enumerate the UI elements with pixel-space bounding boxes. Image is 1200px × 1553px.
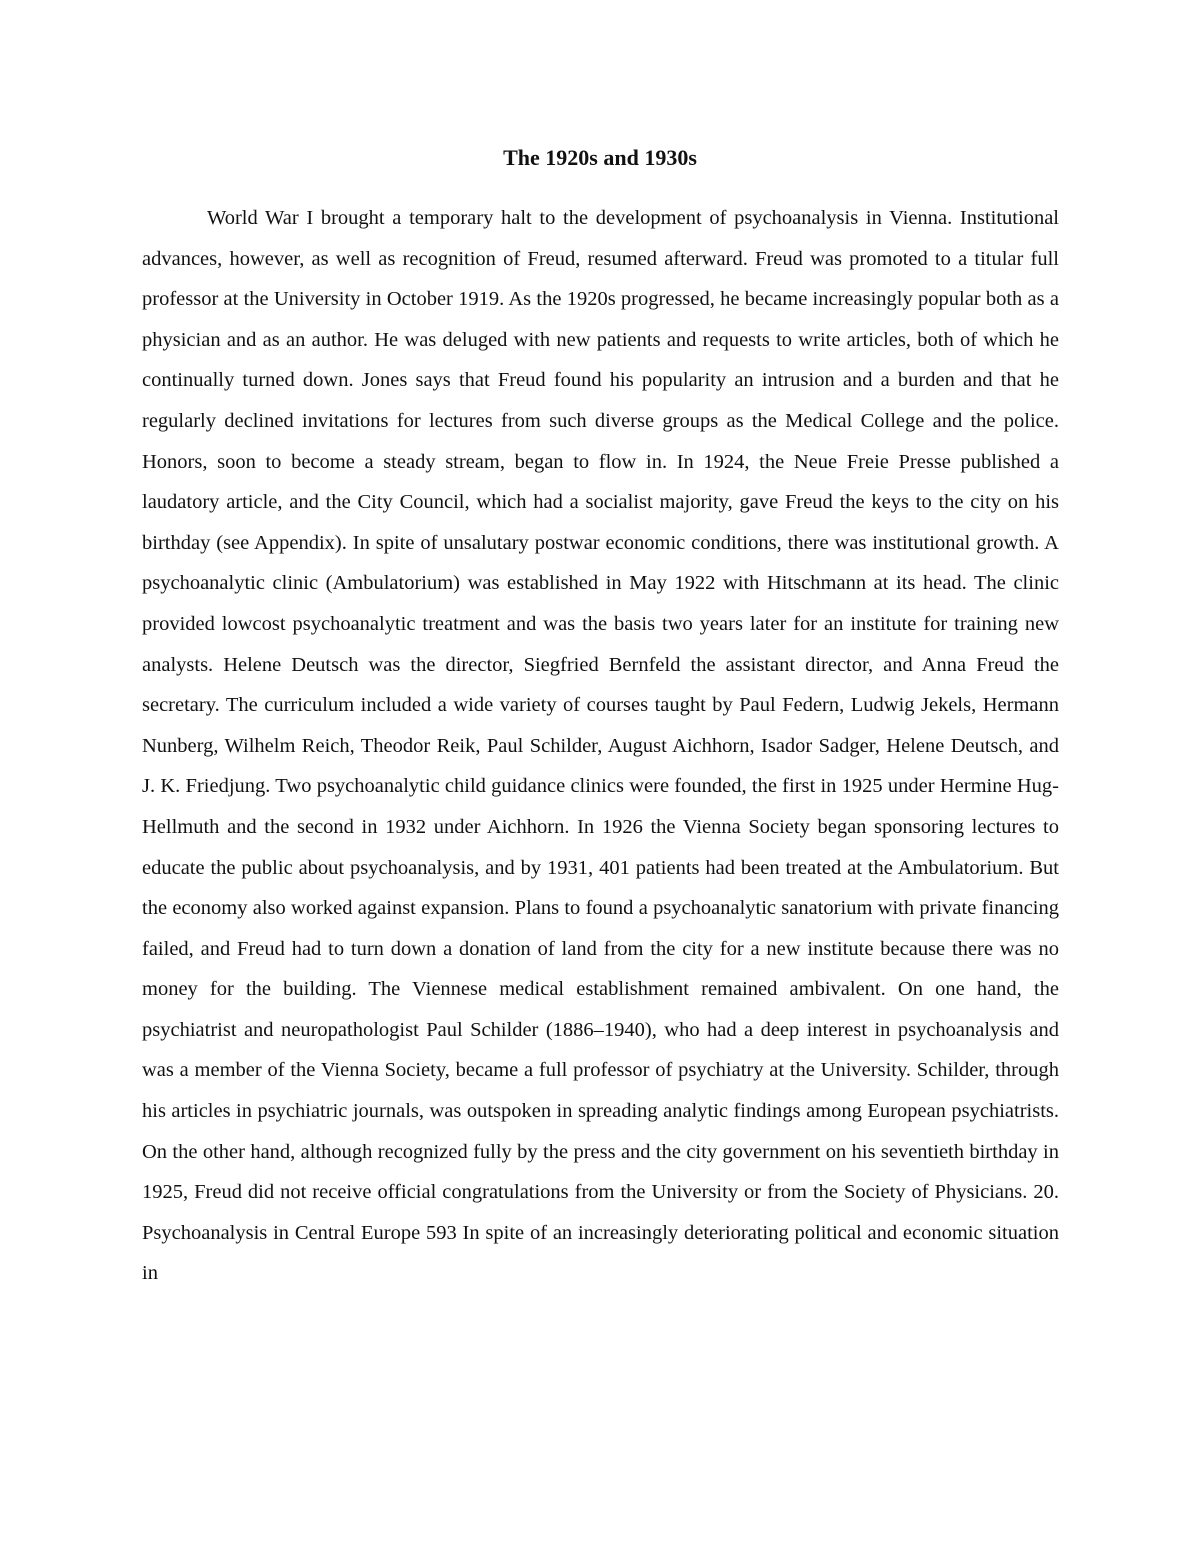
body-paragraph: World War I brought a temporary halt to the development of psychoanalysis in Vienna. Institutional advances, however, as well as recognition of Freud, resumed afterward. Freud was promoted to a titular full professor at the University in October 1919. As the 1920s progressed, he became increasingly popular both as a physician and as an author. He was deluged with new patients and requests to write articles, both of which he continually turned down. Jones says that Freud found his popularity an intrusion and a burden and that he regularly declined invitations for lectures from such diverse groups as the Medical College and the police. Honors, soon to become a steady stream, began to flow in. In 1924, the Neue Freie Presse published a laudatory article, and the City Council, which had a socialist majority, gave Freud the keys to the city on his birthday (see Appendix). In spite of unsalutary postwar economic conditions, there was institutional growth. A psychoanalytic clinic (Ambulatorium) was established in May 1922 with Hitschmann at its head. The clinic provided lowcost psychoanalytic treatment and was the basis two years later for an institute for training new analysts. Helene Deutsch was the director, Siegfried Bernfeld the assistant director, and Anna Freud the secretary. The curriculum included a wide variety of courses taught by Paul Federn, Ludwig Jekels, Hermann Nunberg, Wilhelm Reich, Theodor Reik, Paul Schilder, August Aichhorn, Isador Sadger, Helene Deutsch, and J. K. Friedjung. Two psychoanalytic child guidance clinics were founded, the first in 1925 under Hermine Hug-Hellmuth and the second in 1932 under Aichhorn. In 1926 the Vienna Society began sponsoring lectures to educate the public about psychoanalysis, and by 1931, 401 patients had been treated at the Ambulatorium. But the economy also worked against expansion. Plans to found a psychoanalytic sanatorium with private financing failed, and Freud had to turn down a donation of land from the city for a new institute because there was no money for the building. The Viennese medical establishment remained ambivalent. On one hand, the psychiatrist and neuropathologist Paul Schilder (1886–1940), who had a deep interest in psychoanalysis and was a member of the Vienna Society, became a full professor of psychiatry at the University. Schilder, through his articles in psychiatric journals, was outspoken in spreading analytic findings among European psychiatrists. On the other hand, although recognized fully by the press and the city government on his seventieth birthday in 1925, Freud did not receive official congratulations from the University or from the Society of Physicians. 20. Psychoanalysis in Central Europe 593 In spite of an increasingly deteriorating political and economic situation in bbox=[142, 207, 1059, 1285]
document-title: The 1920s and 1930s bbox=[503, 145, 697, 170]
